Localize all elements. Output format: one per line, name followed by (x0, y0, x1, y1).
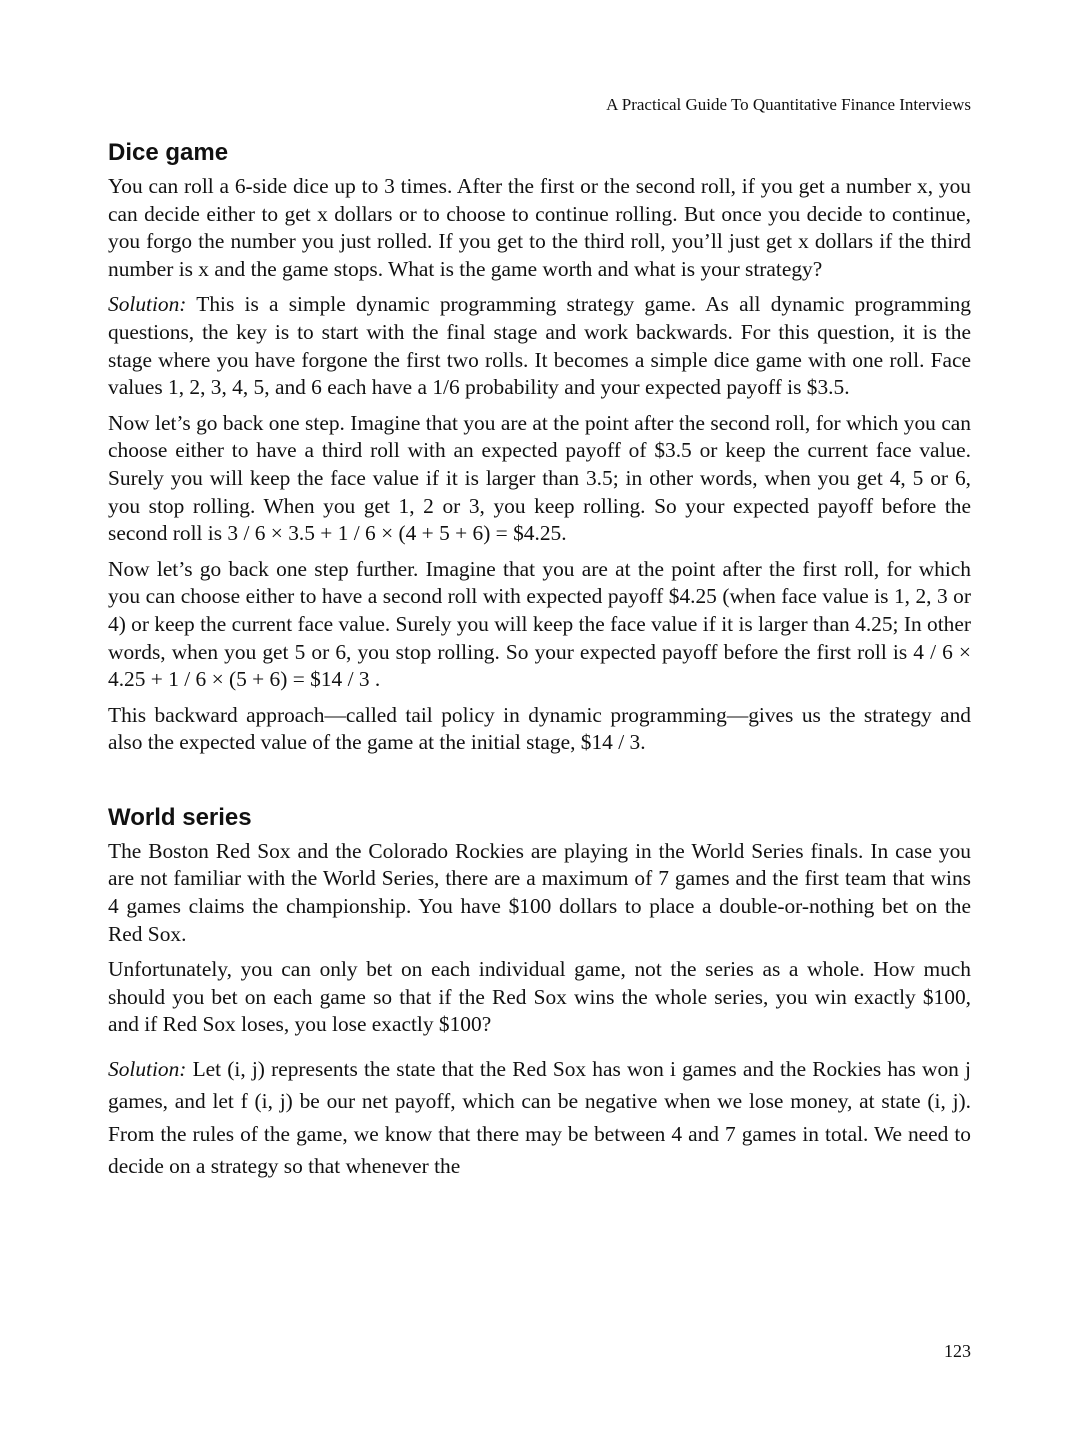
section-world-series (108, 803, 971, 1183)
paragraph-solution (108, 1053, 971, 1183)
paragraph-problem: You can roll a 6-side dice up to 3 times. After the first or the second roll, if you get a number x, you can decide either to get x dollars or to choose to continue rolling. But once you decide to continue, you forgo the number you just rolled. If you get to the third roll, you’ll just get x dollars if the third number is x and the game stops. What is the game worth and what is your strategy? (108, 174, 971, 281)
section-dice-game (108, 138, 971, 757)
section-title-world-series: World series (108, 803, 252, 831)
solution-text: Let (i, j) represents the state that the Red Sox has won i games and the Rockies has won j games, and let f (i, j) be our net payoff, which can be negative when we lose money, at state (i, j). From the rules of the game, we know that there may be between 4 and 7 games in total. We need to decide on a strategy so that whenever the (108, 1057, 971, 1179)
paragraph-problem: The Boston Red Sox and the Colorado Rockies are playing in the World Series finals. In case you are not familiar with the World Series, there are a maximum of 7 games and the first team that wins 4 games claims the championship. You have $100 dollars to place a double-or-nothing bet on the Red Sox. (108, 838, 971, 946)
section-title-dice-game: Dice game (108, 139, 229, 166)
section-divider-space (108, 765, 971, 803)
paragraph-problem-question: Unfortunately, you can only bet on each individual game, not the series as a whole. How much should you bet on each game so that if the Red Sox wins the whole series, you win exactly $100, and if Red Sox loses, you lose exactly $100? (108, 957, 971, 1037)
solution-text: This is a simple dynamic programming strategy game. As all dynamic programming questions, the key is to start with the final stage and work backwards. For this question, it is the stage where you have forgone the first two rolls. It becomes a simple dice game with one roll. Face values 1, 2, 3, 4, 5, and 6 each have a 1/6 probability and your expected payoff is $3.5. (108, 292, 971, 400)
paragraph-conclusion: This backward approach—called tail policy in dynamic programming—gives us the strategy and also the expected value of the game at the initial stage, $14 / 3. (108, 702, 971, 755)
page-content (108, 138, 971, 1191)
paragraph-step-back-further: Now let’s go back one step further. Imagine that you are at the point after the first roll, for which you can choose either to have a second roll with expected payoff $4.25 (when face value is 1, 2, 3 or 4) or keep the current face value. Surely you will keep the face value if it is larger than 4.25; In other words, when you get 5 or 6, you stop rolling. So your expected payoff before the first roll is 4 / 6 × 4.25 + 1 / 6 × (5 + 6) = $14 / 3 . (108, 556, 971, 692)
solution-label: Solution: (108, 292, 187, 317)
running-header: A Practical Guide To Quantitative Finance Interviews (606, 95, 971, 114)
page-number: 123 (944, 1341, 971, 1361)
paragraph-solution (108, 291, 971, 401)
solution-label: Solution: (108, 1057, 187, 1082)
paragraph-step-back-one: Now let’s go back one step. Imagine that you are at the point after the second roll, for which you can choose either to have a third roll with an expected payoff of $3.5 or keep the current face value. Surely you will keep the face value if it is larger than 3.5; in other words, when you get 4, 5 or 6, you stop rolling. When you get 1, 2 or 3, you keep rolling. So your expected payoff before the second roll is 3 / 6 × 3.5 + 1 / 6 × (4 + 5 + 6) = $4.25. (108, 410, 971, 546)
